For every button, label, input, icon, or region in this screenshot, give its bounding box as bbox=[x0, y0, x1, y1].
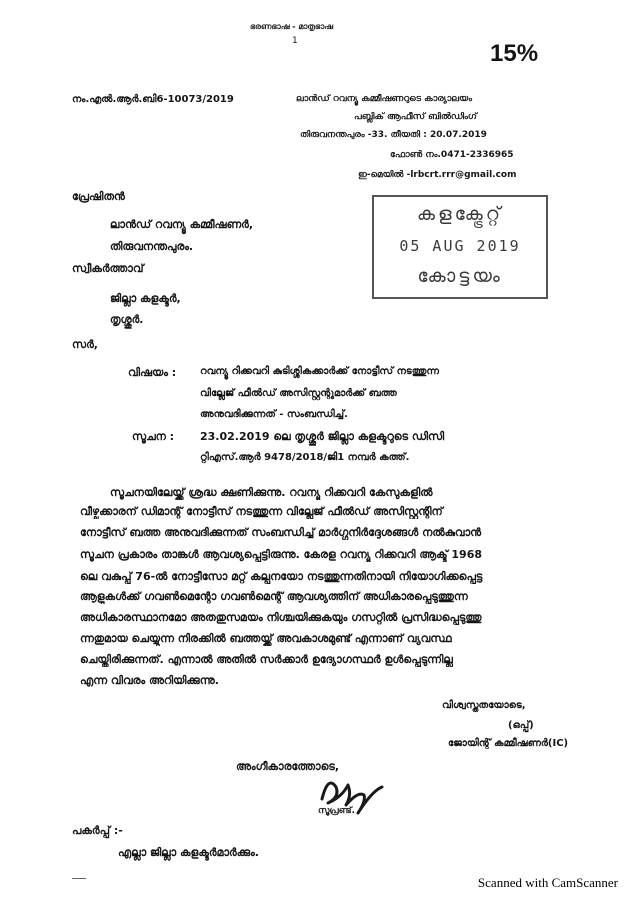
closing-faithfully: വിശ്വസ്തതയോടെ, bbox=[442, 700, 526, 711]
body-line: അധികാരസ്ഥാനമോ അതതുസമയം നിശ്ചയിക്കുകയും ഗസറ്റിൽ പ്രസിദ്ധപ്പെടുത്തു bbox=[80, 611, 482, 624]
body-line: ചെയ്തിരിക്കുന്നത്. എന്നാൽ അതിൽ സർക്കാർ ഉദ്യോഗസ്ഥർ ഉൾപ്പെടുന്നില്ല bbox=[80, 653, 453, 666]
scanner-watermark: Scanned with CamScanner bbox=[477, 875, 618, 890]
sender-place: തിരുവനന്തപുരം. bbox=[110, 240, 194, 253]
copy-to: എല്ലാ ജില്ലാ കളക്ടർമാർക്കും. bbox=[118, 846, 259, 859]
reference-label: സൂചന : bbox=[132, 430, 175, 443]
body-line: സൂചനയിലേയ്ക്ക് ശ്രദ്ധ ക്ഷണിക്കുന്നു. റവന്യൂ റിക്കവറി കേസുകളിൽ bbox=[110, 486, 433, 499]
stamp-title: കളക്ട്രേറ്റ് bbox=[416, 203, 504, 225]
page-number: 15% bbox=[490, 40, 539, 67]
body-line: ന്നതുമായ ചെയ്യുന്ന നിരക്കിൽ ബത്തയ്ക്ക് അവകാശമുണ്ട് എന്നാണ് വ്യവസ്ഥ bbox=[80, 632, 452, 645]
stamp-place: കോട്ടയം bbox=[417, 265, 503, 287]
reference-line-2: റ്റിഎസ്.ആർ 9478/2018/ജി1 നമ്പർ കത്ത്. bbox=[200, 452, 410, 463]
sender-label: പ്രേഷിതൻ bbox=[72, 190, 125, 203]
body-paragraph bbox=[80, 486, 562, 692]
closing-signed: (ഒപ്പ്) bbox=[508, 720, 534, 731]
subject-line-1: റവന്യൂ റിക്കവറി കുടിശ്ശികക്കാർക്ക് നോട്ടീസ് നടത്തുന്ന bbox=[200, 366, 439, 377]
body-line: വീഴ്ചക്കാരന് ഡിമാന്റ് നോട്ടീസ് നടത്തുന്ന വില്ലേജ് ഫീൽഡ് അസിസ്റ്റന്റിന് bbox=[80, 505, 443, 518]
office-phone: ഫോൺ നം.0471-2336965 bbox=[390, 150, 514, 160]
subject-line-2: വില്ലേജ് ഫീൽഡ് അസിസ്റ്റന്റുമാർക്ക് ബത്ത bbox=[200, 388, 397, 399]
sender-name: ലാൻഡ് റവന്യൂ കമ്മീഷണർ, bbox=[110, 218, 254, 231]
approval-label: അംഗീകാരത്തോടെ, bbox=[236, 760, 340, 773]
office-email: ഇ-മെയിൽ -lrbcrt.rrr@gmail.com bbox=[358, 170, 517, 180]
footer-dash bbox=[72, 878, 86, 879]
subject-line-3: അനുവദിക്കുന്നത് - സംബന്ധിച്ച്. bbox=[200, 409, 348, 420]
receiver-label: സ്വീകർത്താവ് bbox=[72, 262, 144, 275]
stamp-date: 05 AUG 2019 bbox=[399, 237, 521, 255]
body-line: സൂചന പ്രകാരം താങ്കൾ ആവശ്യപ്പെട്ടിരുന്നു. കേരള റവന്യൂ റിക്കവറി ആക്ട് 1968 bbox=[80, 548, 483, 561]
closing-designation: ജോയിന്റ് കമ്മീഷണർ(IC) bbox=[448, 738, 569, 749]
body-line: നോട്ടീസ് ബത്ത അനുവദിക്കുന്നത് സംബന്ധിച്ച് മാർഗ്ഗനിർദ്ദേശങ്ങൾ നൽകുവാൻ bbox=[80, 526, 482, 539]
body-line: എന്ന വിവരം അറിയിക്കുന്നു. bbox=[80, 674, 219, 687]
copy-label: പകർപ്പ് :- bbox=[72, 824, 123, 837]
language-motto: ഭരണഭാഷ - മാതൃഭാഷ bbox=[250, 22, 334, 31]
salutation: സർ, bbox=[72, 338, 98, 351]
receiver-name: ജില്ലാ കളക്ടർ, bbox=[110, 292, 181, 305]
reference-line-1: 23.02.2019 ലെ തൃശ്ശൂർ ജില്ലാ കളക്ടറുടെ ഡിസി bbox=[200, 430, 445, 443]
office-line-2: പബ്ലിക് ആഫീസ് ബിൽഡിംഗ് bbox=[354, 112, 477, 122]
office-line-1: ലാൻഡ് റവന്യൂ കമ്മീഷണറുടെ കാര്യാലയം bbox=[296, 94, 472, 104]
receiver-place: തൃശ്ശൂർ. bbox=[110, 313, 144, 326]
reference-number: നം.എൽ.ആർ.ബി6-10073/2019 bbox=[72, 94, 234, 105]
received-stamp bbox=[372, 195, 548, 299]
handwritten-signature bbox=[300, 765, 400, 825]
body-line: ലെ വകുപ്പ് 76-ൽ നോട്ടീസോ മറ്റ് കല്പനയോ നടത്തുന്നതിനായി നിയോഗിക്കപ്പെട്ട bbox=[80, 570, 483, 583]
subject-label: വിഷയം : bbox=[128, 366, 177, 379]
top-number: 1 bbox=[292, 36, 298, 46]
body-line: ആളുകൾക്ക് ഗവൺമെന്റോ ഗവൺമെന്റ് ആവശ്യത്തിന് അധികാരപ്പെടുത്തുന്ന bbox=[80, 590, 468, 603]
office-line-3: തിരുവനന്തപുരം -33. തീയതി : 20.07.2019 bbox=[300, 130, 487, 140]
approval-sign-label: സൂപ്രണ്ട്. bbox=[318, 806, 356, 816]
